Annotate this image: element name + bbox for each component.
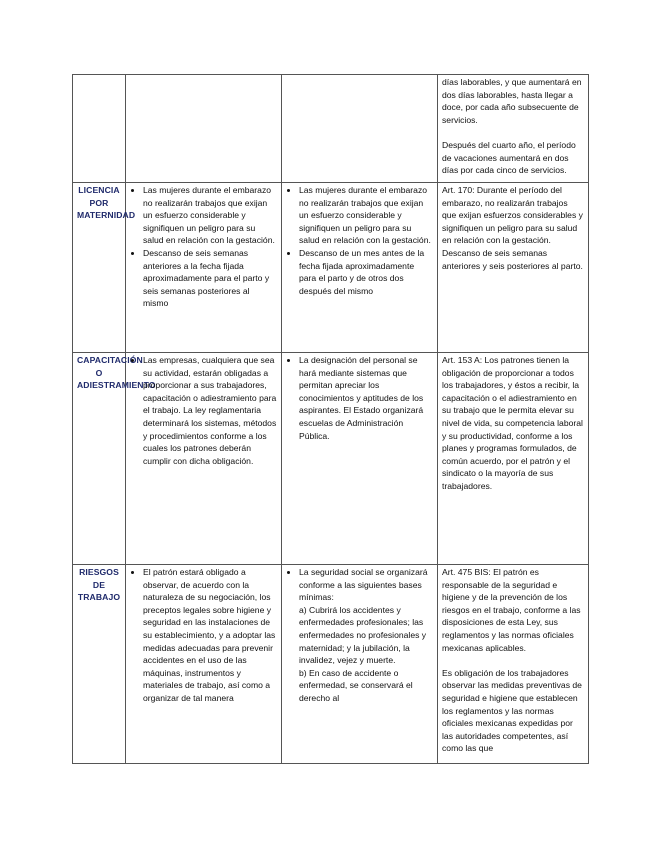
- bullet-list: [130, 566, 277, 705]
- comparison-table: [72, 74, 589, 764]
- cell-col3-riesgos: [282, 565, 438, 764]
- bullet-list: [286, 566, 433, 705]
- paragraph: La seguridad social se organizará conforme a las siguientes bases mínimas:: [299, 567, 428, 603]
- cell-col2-empty: [126, 75, 282, 183]
- paragraph: Es obligación de los trabajadores observar las medidas preventivas de seguridad e higiene que establecen los reglamentos y las normas oficiales mexicanas expedidas por las autoridades competentes, así como las que: [442, 667, 582, 754]
- row-heading-empty: [73, 75, 126, 183]
- list-item: • Descanso de un mes antes de la fecha fijada aproximadamente para el parto y de otros dos después del mismo: [299, 247, 433, 297]
- cell-col4-capacitacion: [438, 353, 589, 565]
- paragraph: b) En caso de accidente o enfermedad, se conservará el derecho al: [299, 667, 413, 703]
- cell-col3-maternidad: [282, 183, 438, 353]
- cell-col2-riesgos: [126, 565, 282, 764]
- cell-col2-maternidad: [126, 183, 282, 353]
- table-row-capacitacion: [73, 353, 589, 565]
- paragraph: Art. 475 BIS: El patrón es responsable de la seguridad e higiene y de la prevención de los riesgos en el trabajo, conforme a las disposiciones de esta Ley, sus reglamentos y las normas oficiales mexicanas aplicables.: [442, 567, 581, 653]
- list-item: • Las mujeres durante el embarazo no realizarán trabajos que exijan un esfuerzo considerable y signifiquen un peligro para su salud en relación con la gestación.: [143, 184, 277, 247]
- list-item: [299, 566, 433, 705]
- paragraph: Después del cuarto año, el período de vacaciones aumentará en dos días por cada cinco de servicios.: [442, 139, 576, 176]
- paragraph: Art. 153 A: Los patrones tienen la obligación de proporcionar a todos los trabajadores, y éstos a recibir, la capacitación o el adiestramiento en su trabajo que le permita elevar su nivel de vida, su competencia laboral y su productividad, conforme a los planes y programas formulados, de común acuerdo, por el patrón y el sindicato o la mayoría de sus trabajadores.: [442, 355, 583, 491]
- paragraph: Art. 170: Durante el período del embarazo, no realizarán trabajos que exijan esfuerzos considerables y signifiquen un peligro para su salud en relación con la gestación. Descanso de seis semanas anteriores y seis posteriores al parto.: [442, 185, 583, 271]
- cell-col3-capacitacion: [282, 353, 438, 565]
- bullet-list: [286, 184, 433, 297]
- bullet-list: [286, 354, 433, 442]
- list-item: • El patrón estará obligado a observar, de acuerdo con la naturaleza de su negociación, los preceptos legales sobre higiene y seguridad en las instalaciones de su establecimiento, y a adoptar las medidas adecuadas para prevenir accidentes en el uso de las máquinas, instrumentos y materiales de trabajo, así como a organizar de tal manera: [143, 566, 277, 705]
- list-item: • La designación del personal se hará mediante sistemas que permitan apreciar los conocimientos y aptitudes de los aspirantes. El Estado organizará escuelas de Administración Pública.: [299, 354, 433, 442]
- cell-col4-riesgos: [438, 565, 589, 764]
- list-item: • Las mujeres durante el embarazo no realizarán trabajos que exijan un esfuerzo considerable y signifiquen un peligro para su salud en relación con la gestación.: [299, 184, 433, 247]
- cell-col4-maternidad: [438, 183, 589, 353]
- cell-col2-capacitacion: [126, 353, 282, 565]
- paragraph: a) Cubrirá los accidentes y enfermedades profesionales; las enfermedades no profesionales y maternidad; y la jubilación, la invalidez, vejez y muerte.: [299, 604, 427, 666]
- list-item: • Descanso de seis semanas anteriores a la fecha fijada aproximadamente para el parto y seis semanas posteriores al mismo: [143, 247, 277, 310]
- bullet-list: [130, 184, 277, 310]
- table-row-vacaciones-continuation: [73, 75, 589, 183]
- row-heading: LICENCIA POR MATERNIDAD: [73, 183, 126, 353]
- table-row-riesgos: [73, 565, 589, 764]
- row-heading: RIESGOS DE TRABAJO: [73, 565, 126, 764]
- bullet-list: [130, 354, 277, 467]
- paragraph: días laborables, y que aumentará en dos días laborables, hasta llegar a doce, por cada año subsecuente de servicios.: [442, 77, 582, 125]
- row-heading: CAPACITACIÓN O ADIESTRAMIENTO: [73, 353, 126, 565]
- cell-col4-vacaciones: [438, 75, 589, 183]
- table-row-licencia-maternidad: [73, 183, 589, 353]
- list-item: • Las empresas, cualquiera que sea su actividad, estarán obligadas a proporcionar a sus trabajadores, capacitación o adiestramiento para el trabajo. La ley reglamentaria determinará los sistemas, métodos y procedimientos conforme a los cuales los patrones deberán cumplir con dicha obligación.: [143, 354, 277, 467]
- cell-col3-empty: [282, 75, 438, 183]
